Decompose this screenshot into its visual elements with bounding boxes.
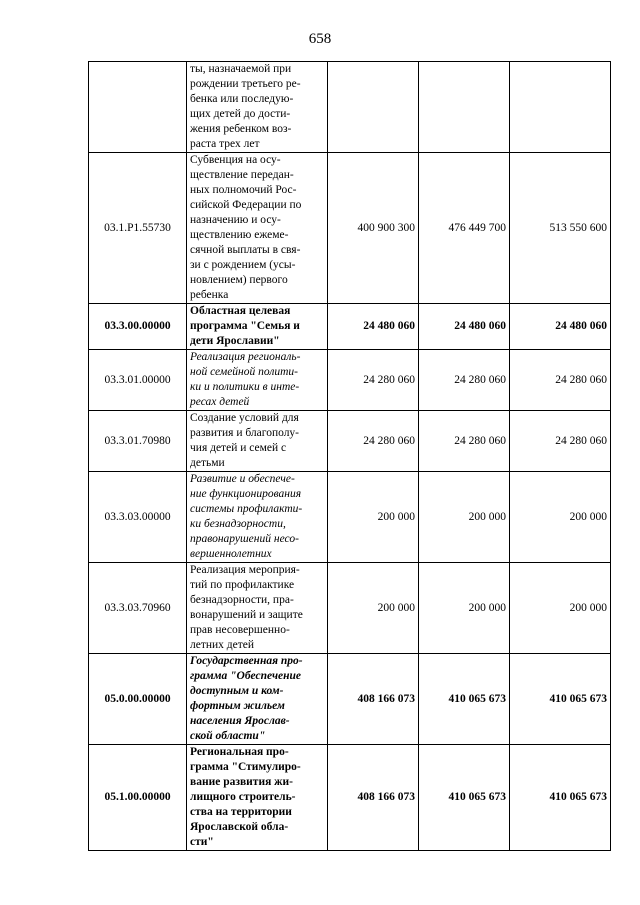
description-cell <box>187 472 328 563</box>
amount-year-1-cell: 408 166 073 <box>328 654 419 745</box>
description-line: лищного строитель- <box>190 791 296 803</box>
description-line: Субвенция на осу- <box>190 154 281 166</box>
description-line: ты, назначаемой при <box>190 63 292 75</box>
description-line: сти" <box>190 836 214 848</box>
amount-year-3-cell: 410 065 673 <box>510 654 611 745</box>
description-line: программа "Семья и <box>190 320 300 332</box>
amount-year-1-cell: 200 000 <box>328 472 419 563</box>
description-line: грамма "Обеспечение <box>190 670 301 682</box>
budget-code-cell: 03.3.00.00000 <box>89 304 187 350</box>
description-cell <box>187 654 328 745</box>
description-cell <box>187 304 328 350</box>
amount-year-3-cell: 200 000 <box>510 472 611 563</box>
description-line: населения Ярослав- <box>190 715 290 727</box>
description-line: тий по профилактике <box>190 579 295 591</box>
description-line: новлением) первого <box>190 274 288 286</box>
description-line: грамма "Стимулиро- <box>190 761 301 773</box>
description-line: Создание условий для <box>190 412 299 424</box>
page-number: 658 <box>308 31 332 47</box>
amount-year-2-cell: 410 065 673 <box>419 654 510 745</box>
description-line: Ярославской обла- <box>190 821 289 833</box>
description-cell <box>187 411 328 472</box>
amount-year-3-cell: 24 280 060 <box>510 350 611 411</box>
description-line: Государственная про- <box>190 655 303 667</box>
table-row <box>89 153 611 304</box>
description-line: развития и благополу- <box>190 427 300 439</box>
amount-year-3-cell: 200 000 <box>510 563 611 654</box>
description-line: ресах детей <box>190 396 250 408</box>
description-line: ной семейной полити- <box>190 366 298 378</box>
description-line: ства на территории <box>190 806 292 818</box>
amount-year-2-cell: 200 000 <box>419 472 510 563</box>
amount-year-1-cell: 400 900 300 <box>328 153 419 304</box>
budget-code-cell: 03.3.03.70960 <box>89 563 187 654</box>
amount-year-2-cell: 410 065 673 <box>419 745 510 851</box>
amount-year-2-cell: 24 480 060 <box>419 304 510 350</box>
description-line: Реализация мероприя- <box>190 564 300 576</box>
description-cell <box>187 745 328 851</box>
table-body <box>89 62 611 851</box>
description-line: Региональная про- <box>190 746 289 758</box>
description-line: летних детей <box>190 639 255 651</box>
amount-year-2-cell <box>419 62 510 153</box>
description-line: Реализация региональ- <box>190 351 301 363</box>
description-line: прав несовершенно- <box>190 624 290 636</box>
budget-table <box>88 61 611 851</box>
description-line: сячной выплаты в свя- <box>190 244 301 256</box>
description-line: рождении третьего ре- <box>190 78 301 90</box>
table-row <box>89 350 611 411</box>
amount-year-2-cell: 24 280 060 <box>419 411 510 472</box>
description-line: вершеннолетних <box>190 548 272 560</box>
description-line: ки и политики в инте- <box>190 381 300 393</box>
description-line: бенка или последую- <box>190 93 294 105</box>
description-line: жения ребенком воз- <box>190 123 292 135</box>
table-row <box>89 411 611 472</box>
budget-code-cell <box>89 62 187 153</box>
description-line: ки безнадзорности, <box>190 518 286 530</box>
description-line: чия детей и семей с <box>190 442 287 454</box>
description-line: ской области" <box>190 730 266 742</box>
amount-year-1-cell: 24 280 060 <box>328 411 419 472</box>
description-line: системы профилакти- <box>190 503 303 515</box>
table-row <box>89 472 611 563</box>
description-line: ных полномочий Рос- <box>190 184 297 196</box>
amount-year-1-cell: 24 280 060 <box>328 350 419 411</box>
description-cell <box>187 153 328 304</box>
amount-year-3-cell: 24 280 060 <box>510 411 611 472</box>
description-line: дети Ярославии" <box>190 335 280 347</box>
description-line: ние функционирования <box>190 488 302 500</box>
description-line: щих детей до дости- <box>190 108 291 120</box>
amount-year-1-cell: 24 480 060 <box>328 304 419 350</box>
table-row <box>89 62 611 153</box>
amount-year-3-cell: 410 065 673 <box>510 745 611 851</box>
description-line: вание развития жи- <box>190 776 293 788</box>
description-line: безнадзорности, пра- <box>190 594 294 606</box>
amount-year-2-cell: 200 000 <box>419 563 510 654</box>
amount-year-3-cell: 24 480 060 <box>510 304 611 350</box>
description-line: ществлению ежеме- <box>190 229 289 241</box>
description-line: ществление передан- <box>190 169 294 181</box>
budget-code-cell: 05.0.00.00000 <box>89 654 187 745</box>
budget-code-cell: 03.3.01.00000 <box>89 350 187 411</box>
amount-year-2-cell: 24 280 060 <box>419 350 510 411</box>
budget-code-cell: 03.3.01.70980 <box>89 411 187 472</box>
amount-year-1-cell: 408 166 073 <box>328 745 419 851</box>
description-line: вонарушений и защите <box>190 609 303 621</box>
amount-year-1-cell: 200 000 <box>328 563 419 654</box>
description-line: Развитие и обеспече- <box>190 473 295 485</box>
table-row <box>89 304 611 350</box>
description-cell <box>187 563 328 654</box>
amount-year-1-cell <box>328 62 419 153</box>
description-line: раста трех лет <box>190 138 260 150</box>
description-cell <box>187 350 328 411</box>
description-line: доступным и ком- <box>190 685 284 697</box>
budget-code-cell: 03.1.P1.55730 <box>89 153 187 304</box>
amount-year-2-cell: 476 449 700 <box>419 153 510 304</box>
budget-code-cell: 03.3.03.00000 <box>89 472 187 563</box>
amount-year-3-cell: 513 550 600 <box>510 153 611 304</box>
description-line: ребенка <box>190 289 229 301</box>
table-row <box>89 563 611 654</box>
description-line: детьми <box>190 457 225 469</box>
budget-code-cell: 05.1.00.00000 <box>89 745 187 851</box>
description-line: Областная целевая <box>190 305 291 317</box>
description-line: сийской Федерации по <box>190 199 302 211</box>
table-row <box>89 654 611 745</box>
description-line: правонарушений несо- <box>190 533 299 545</box>
description-line: фортным жильем <box>190 700 285 712</box>
table-row <box>89 745 611 851</box>
description-line: зи с рождением (усы- <box>190 259 296 271</box>
description-line: назначению и осу- <box>190 214 281 226</box>
amount-year-3-cell <box>510 62 611 153</box>
description-cell <box>187 62 328 153</box>
